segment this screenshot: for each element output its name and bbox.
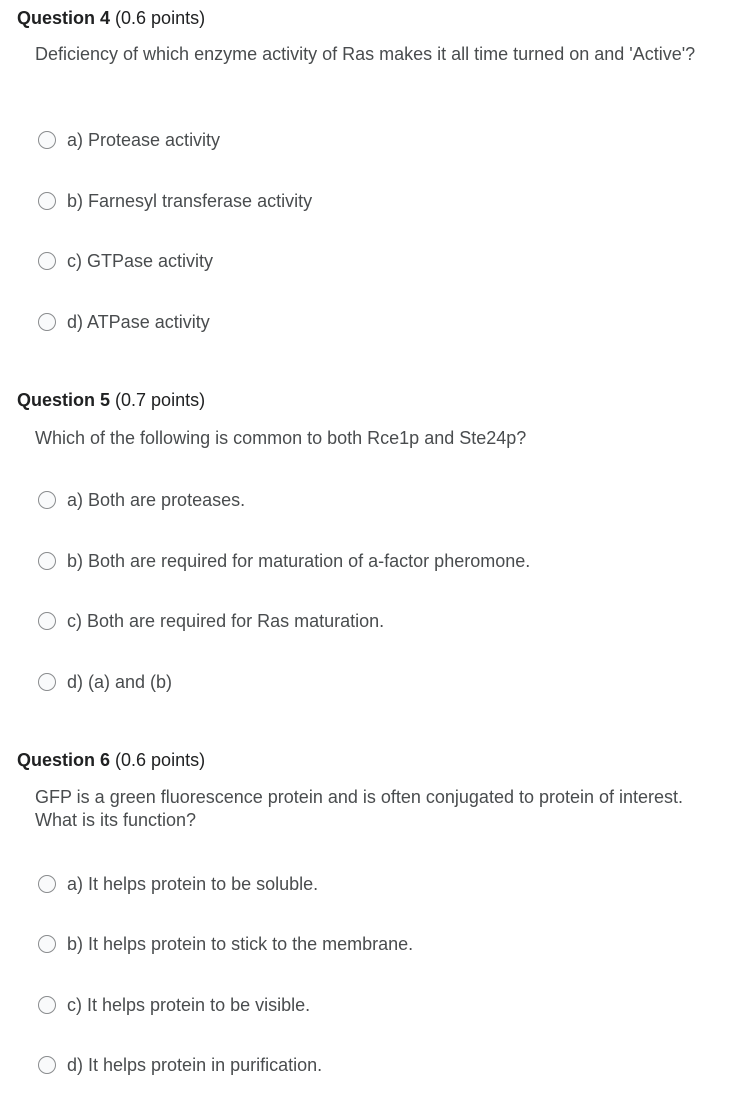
- radio-button[interactable]: [38, 1056, 56, 1074]
- option-c[interactable]: [38, 993, 310, 1017]
- question-text: GFP is a green fluorescence protein and is often conjugated to protein of interest. What is its function?: [35, 787, 684, 830]
- radio-button[interactable]: [38, 313, 56, 331]
- question-text: Which of the following is common to both Rce1p and Ste24p?: [35, 428, 527, 448]
- option-label: a) Protease activity: [67, 130, 221, 150]
- option-c[interactable]: [38, 249, 213, 273]
- option-a[interactable]: [38, 872, 318, 896]
- option-label: b) It helps protein to stick to the membrane.: [67, 934, 414, 954]
- radio-button[interactable]: [38, 673, 56, 691]
- option-label: d) ATPase activity: [67, 312, 210, 332]
- option-b[interactable]: [38, 189, 312, 213]
- option-a[interactable]: [38, 488, 245, 512]
- option-d[interactable]: [38, 310, 210, 334]
- radio-button[interactable]: [38, 491, 56, 509]
- radio-button[interactable]: [38, 192, 56, 210]
- option-label: b) Both are required for maturation of a-factor pheromone.: [67, 551, 531, 571]
- question-points: (0.6 points): [115, 750, 206, 770]
- option-label: d) It helps protein in purification.: [67, 1055, 323, 1075]
- radio-button[interactable]: [38, 252, 56, 270]
- option-label: c) GTPase activity: [67, 251, 214, 271]
- option-label: d) (a) and (b): [67, 672, 173, 692]
- option-b[interactable]: [38, 932, 413, 956]
- radio-button[interactable]: [38, 612, 56, 630]
- option-label: b) Farnesyl transferase activity: [67, 191, 313, 211]
- option-d[interactable]: [38, 1053, 322, 1077]
- radio-button[interactable]: [38, 131, 56, 149]
- radio-button[interactable]: [38, 996, 56, 1014]
- question-number: Question 5: [17, 390, 111, 410]
- radio-button[interactable]: [38, 935, 56, 953]
- option-d[interactable]: [38, 670, 172, 694]
- question-header: [17, 749, 205, 771]
- option-label: a) Both are proteases.: [67, 490, 246, 510]
- radio-button[interactable]: [38, 552, 56, 570]
- option-c[interactable]: [38, 609, 384, 633]
- question-number: Question 6: [17, 750, 111, 770]
- question-header: [17, 389, 205, 411]
- question-text: Deficiency of which enzyme activity of Ras makes it all time turned on and 'Active'?: [35, 44, 696, 64]
- question-points: (0.7 points): [115, 390, 206, 410]
- option-label: c) Both are required for Ras maturation.: [67, 611, 385, 631]
- question-points: (0.6 points): [115, 8, 206, 28]
- radio-button[interactable]: [38, 875, 56, 893]
- question-number: Question 4: [17, 8, 111, 28]
- option-a[interactable]: [38, 128, 220, 152]
- option-label: c) It helps protein to be visible.: [67, 995, 311, 1015]
- option-label: a) It helps protein to be soluble.: [67, 874, 319, 894]
- option-b[interactable]: [38, 549, 530, 573]
- question-header: [17, 7, 205, 29]
